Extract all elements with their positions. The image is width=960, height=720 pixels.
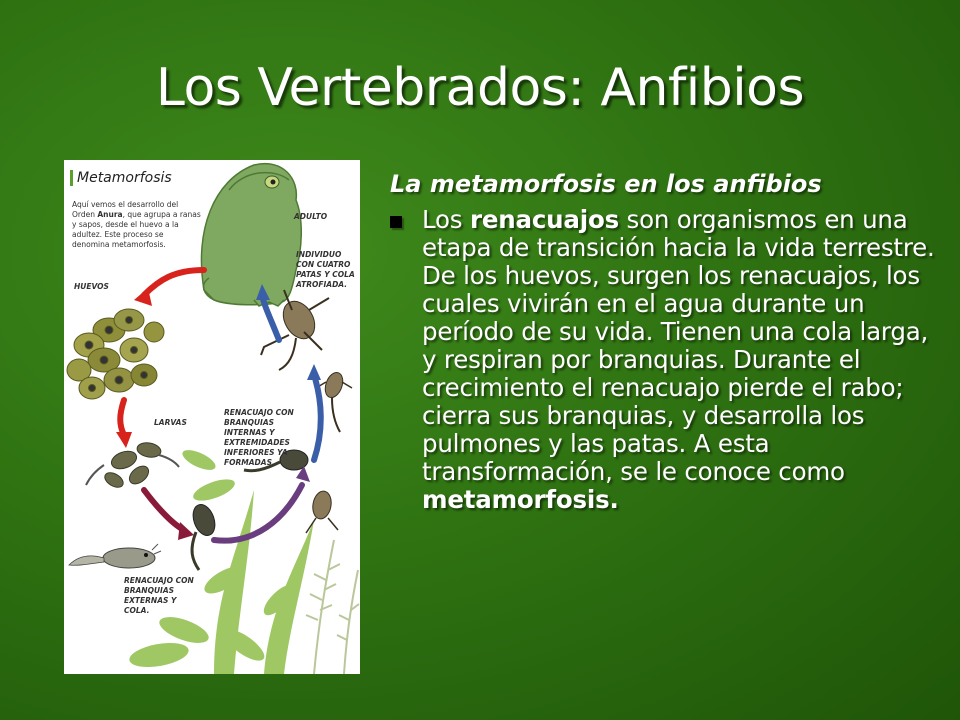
larvae-illustration (86, 441, 179, 490)
label-renacuajo-externas: RENACUAJO CON BRANQUIAS EXTERNAS Y COLA. (124, 576, 194, 615)
figure-heading: Metamorfosis (70, 170, 172, 186)
metamorphosis-figure (64, 160, 360, 674)
square-bullet-icon (390, 216, 402, 228)
figure-intro: Aquí vemos el desarrollo del Orden Anura, que agrupa a ranas y sapos, desde el huevo a la adultez. Este proceso se denomina metamorfosis. (72, 200, 201, 249)
slide-subtitle: La metamorfosis en los anfibios (390, 170, 822, 198)
tadpole-external-gills-illustration (69, 544, 161, 568)
label-huevos: HUEVOS (74, 282, 109, 291)
label-individuo: INDIVIDUO CON CUATRO PATAS Y COLA ATROFIADA. (296, 250, 355, 289)
bullet-item (386, 206, 936, 514)
bullet-text: Los renacuajos son organismos en una etapa de transición hacia la vida terrestre. De los huevos, surgen los renacuajos, los cuales vivirán en el agua durante un período de su vida. Tienen una cola larga, y respiran por branquias. Durante el crecimiento el renacuajo pierde el rabo; cierra sus branquias, y desarrolla los pulmones y las patas. A esta transformación, se le conoce como metamorfosis. (422, 205, 935, 514)
label-larvas: LARVAS (154, 418, 187, 427)
label-adulto: ADULTO (294, 212, 328, 221)
slide-content (386, 170, 936, 514)
aquatic-plants (128, 446, 314, 674)
adult-frog-illustration (201, 164, 301, 306)
label-renacuajo-internas: RENACUAJO CON BRANQUIAS INTERNAS Y EXTREMIDADES INFERIORES YA FORMADAS. (224, 408, 294, 467)
fern-plants (306, 540, 359, 674)
eggs-illustration (67, 309, 164, 399)
slide-title: Los Vertebrados: Anfibios (155, 58, 805, 118)
